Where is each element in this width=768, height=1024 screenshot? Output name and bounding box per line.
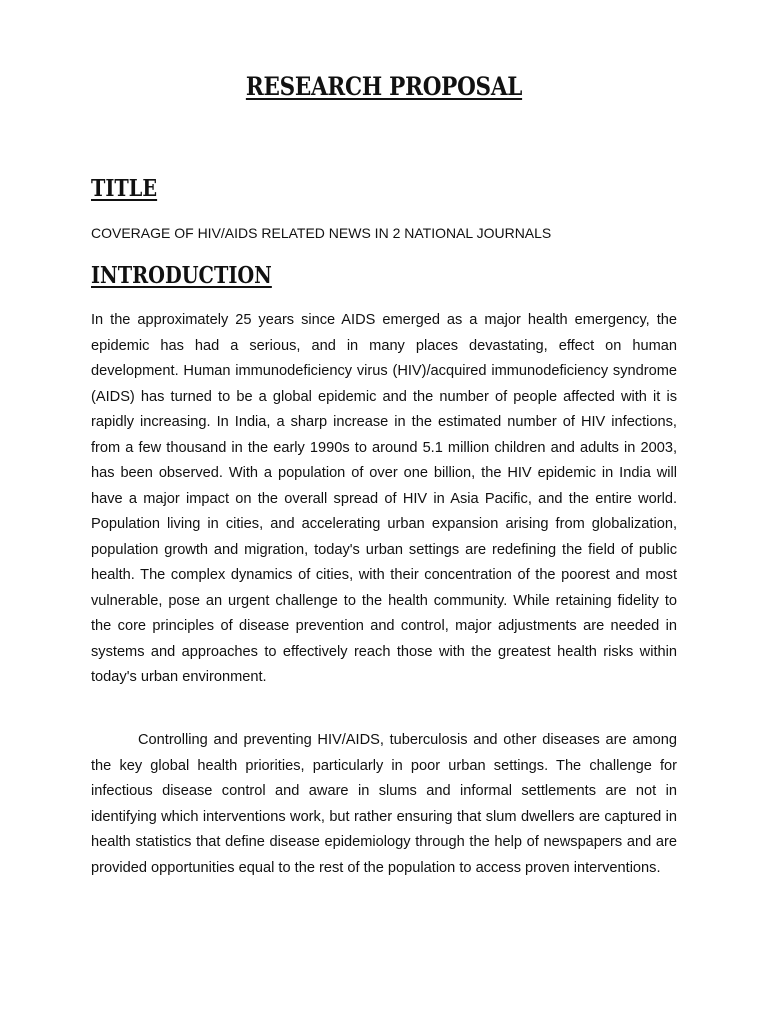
section-heading-introduction: INTRODUCTION (91, 262, 272, 289)
introduction-paragraph-1: In the approximately 25 years since AIDS emerged as a major health emergency, the epidemic has had a serious, and in many places devastating, effect on human development. Human immunodeficiency virus (HIV)/acquired immunodeficiency syndrome (AIDS) has turned to be a global epidemic and the number of people affected with it is rapidly increasing. In India, a sharp increase in the estimated number of HIV infections, from a few thousand in the early 1990s to around 5.1 million children and adults in 2003, has been observed. With a population of over one billion, the HIV epidemic in India will have a major impact on the overall spread of HIV in Asia Pacific, and the entire world. Population living in cities, and accelerating urban expansion arising from globalization, population growth and migration, today's urban settings are redefining the field of public health. The complex dynamics of cities, with their concentration of the poorest and most vulnerable, pose an urgent challenge to the health community. While retaining fidelity to the core principles of disease prevention and control, major adjustments are needed in systems and approaches to effectively reach those with the greatest health risks within today's urban environment. (91, 312, 677, 685)
proposal-title-text: COVERAGE OF HIV/AIDS RELATED NEWS IN 2 NATIONAL JOURNALS (91, 225, 552, 241)
introduction-paragraph-2: Controlling and preventing HIV/AIDS, tuberculosis and other diseases are among the key global health priorities, particularly in poor urban settings. The challenge for infectious disease control and aware in slums and informal settlements are not in identifying which interventions work, but rather ensuring that slum dwellers are captured in health statistics that define disease epidemiology through the help of newspapers and are provided opportunities equal to the rest of the population to access proven interventions. (91, 732, 677, 876)
section-heading-title: TITLE (91, 175, 158, 202)
document-title: RESEARCH PROPOSAL (245, 72, 523, 101)
